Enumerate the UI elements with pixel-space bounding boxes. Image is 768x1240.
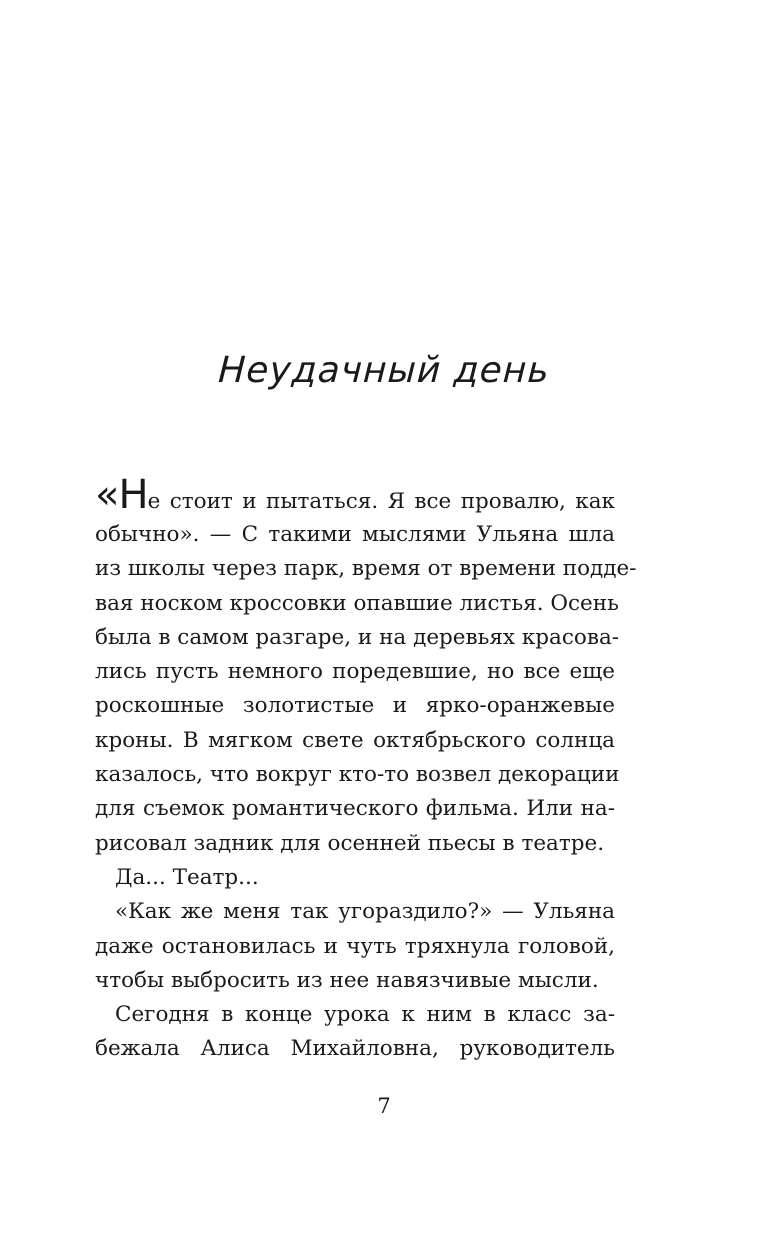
text-line: «Как же меня так угораздило?» — Ульяна: [115, 899, 615, 925]
text-line: кроны. В мягком свете октябрьского солнца: [95, 727, 615, 753]
body-text: [95, 472, 637, 1067]
text-line: [95, 472, 615, 518]
text-line: для съемок романтического фильма. Или на-: [95, 796, 615, 822]
text-line: лись пусть немного поредевшие, но все еще: [95, 659, 615, 685]
text-line: бежала Алиса Михайловна, руководитель: [95, 1036, 615, 1062]
text-line: роскошные золотистые и ярко-оранжевые: [95, 693, 615, 719]
text-line: чтобы выбросить из нее навязчивые мысли.: [95, 967, 599, 993]
text-line: вая носком кроссовки опавшие листья. Осень: [95, 590, 619, 616]
text-line: даже остановилась и чуть тряхнула головой,: [95, 933, 615, 959]
page-number: 7: [377, 1094, 391, 1118]
text-line: Да... Театр...: [115, 864, 259, 890]
text-line: была в самом разгаре, и на деревьях красова-: [95, 624, 620, 650]
chapter-title: Неудачный день: [217, 350, 551, 392]
text-line: рисовал задник для осенней пьесы в театре.: [95, 830, 605, 856]
text-line-content: е стоит и пытаться. Я все провалю, как: [147, 489, 615, 514]
text-line: Сегодня в конце урока к ним в класс за-: [115, 1002, 615, 1028]
text-line: обычно». — С такими мыслями Ульяна шла: [95, 522, 615, 547]
text-line: из школы через парк, время от времени подде-: [95, 556, 637, 582]
dropcap: «Н: [95, 472, 148, 518]
text-line: казалось, что вокруг кто-то возвел декорации: [95, 762, 620, 788]
